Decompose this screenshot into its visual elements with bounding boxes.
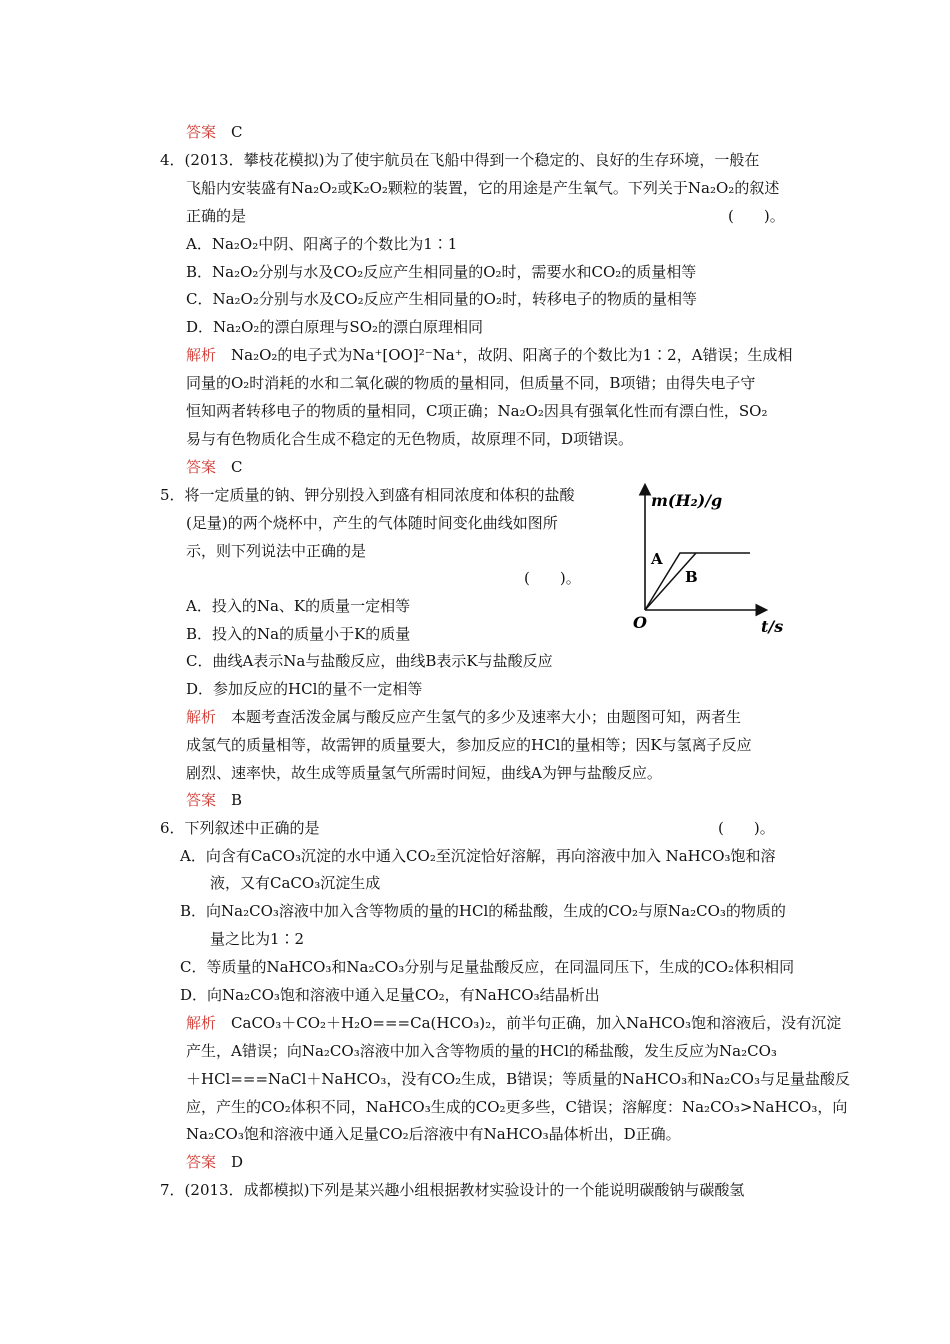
answer-label: 答案 (186, 1153, 217, 1171)
q5-option-b: B．投入的Na的质量小于K的质量 (186, 625, 411, 643)
q4-answer-value: C (231, 458, 243, 476)
q5-explanation-1 (186, 706, 741, 728)
q5-graph (625, 480, 795, 640)
q6-option-c: C．等质量的NaHCO₃和Na₂CO₃分别与足量盐酸反应，在同温同压下，生成的CO₂体积相同 (180, 958, 795, 976)
q6-explanation-1 (186, 1012, 841, 1034)
q6-option-d: D．向Na₂CO₃饱和溶液中通入足量CO₂，有NaHCO₃结晶析出 (180, 986, 600, 1004)
curve-b-label: B (685, 568, 698, 586)
q7-line-1 (160, 1179, 744, 1201)
answer-line (186, 121, 243, 143)
q4-answer-blank: ( )。 (728, 207, 785, 225)
q6-answer-value: D (231, 1153, 244, 1171)
q5-option-c: C．曲线A表示Na与盐酸反应，曲线B表示K与盐酸反应 (186, 652, 553, 670)
q5-answer-blank: ( )。 (524, 569, 581, 587)
q6-option-b-1: B．向Na₂CO₃溶液中加入含等物质的量的HCl的稀盐酸，生成的CO₂与原Na₂CO₃的物质的 (180, 902, 786, 920)
q5-line-2: (足量)的两个烧杯中，产生的气体随时间变化曲线如图所 (186, 514, 558, 532)
q5-explanation-2: 成氢气的质量相等，故需钾的质量要大，参加反应的HCl的量相等；因K与氢离子反应 (186, 736, 752, 754)
q4-stem-1: (2013．攀枝花模拟)为了使宇航员在飞船中得到一个稳定的、良好的生存环境，一般在 (184, 151, 760, 169)
q6-expl-text-1: CaCO₃＋CO₂＋H₂O===Ca(HCO₃)₂，前半句正确，加入NaHCO₃饱和溶液后，没有沉淀 (231, 1014, 842, 1032)
answer-label: 答案 (186, 458, 217, 476)
q6-explanation-3: ＋HCl===NaCl＋NaHCO₃，没有CO₂生成，B错误；等质量的NaHCO₃和Na₂CO₃与足量盐酸反 (186, 1070, 850, 1088)
q5-option-a: A．投入的Na、K的质量一定相等 (186, 597, 411, 615)
q5-line-3: 示，则下列说法中正确的是 (186, 542, 367, 560)
q6-option-a-1: A．向含有CaCO₃沉淀的水中通入CO₂至沉淀恰好溶解，再向溶液中加入 NaHCO₃饱和溶 (180, 847, 776, 865)
q4-option-b: B．Na₂O₂分别与水及CO₂反应产生相同量的O₂时，需要水和CO₂的质量相等 (186, 263, 697, 281)
q5-expl-text-1: 本题考查活泼金属与酸反应产生氢气的多少及速率大小；由题图可知，两者生 (231, 708, 742, 726)
q6-explanation-2: 产生，A错误；向Na₂CO₃溶液中加入含等物质的量的HCl的稀盐酸，发生反应为Na₂CO₃ (186, 1042, 777, 1060)
q5-answer-value: B (231, 791, 243, 809)
y-axis-label: m(H₂)/g (651, 491, 723, 510)
q6-stem-1: 下列叙述中正确的是 (184, 819, 320, 837)
q4-expl-text-1: Na₂O₂的电子式为Na⁺[OO]²⁻Na⁺，故阴、阳离子的个数比为1∶2，A错误；生成相 (231, 346, 793, 364)
q4-explanation-2: 同量的O₂时消耗的水和二氧化碳的物质的量相同，但质量不同，B项错；由得失电子守 (186, 374, 756, 392)
q4-line-1 (160, 149, 810, 171)
q6-option-b-2: 量之比为1∶2 (210, 930, 305, 948)
q4-option-c: C．Na₂O₂分别与水及CO₂反应产生相同量的O₂时，转移电子的物质的量相等 (186, 290, 697, 308)
q6-line-1 (160, 817, 320, 839)
q4-explanation-1 (186, 344, 793, 366)
curve-a-label: A (651, 550, 663, 568)
q4-option-a: A．Na₂O₂中阴、阳离子的个数比为1∶1 (186, 235, 458, 253)
q5-option-d: D．参加反应的HCl的量不一定相等 (186, 680, 423, 698)
q4-explanation-4: 易与有色物质化合生成不稳定的无色物质，故原理不同，D项错误。 (186, 430, 634, 448)
q5-stem-1: 将一定质量的钠、钾分别投入到盛有相同浓度和体积的盐酸 (184, 486, 575, 504)
q6-explanation-5: Na₂CO₃饱和溶液中通入足量CO₂后溶液中有NaHCO₃晶体析出，D正确。 (186, 1125, 681, 1143)
q6-option-a-2: 液，又有CaCO₃沉淀生成 (210, 874, 381, 892)
q4-option-d: D．Na₂O₂的漂白原理与SO₂的漂白原理相同 (186, 318, 484, 336)
q5-number: 5． (160, 486, 185, 504)
q6-answer-blank: ( )。 (718, 819, 775, 837)
q4-line-3: 正确的是 (186, 207, 247, 225)
q7-stem-1: (2013．成都模拟)下列是某兴趣小组根据教材实验设计的一个能说明碳酸钠与碳酸氢 (184, 1181, 745, 1199)
explanation-label: 解析 (186, 1014, 217, 1032)
answer-value: C (231, 123, 243, 141)
q7-number: 7． (160, 1181, 185, 1199)
answer-label: 答案 (186, 791, 217, 809)
explanation-label: 解析 (186, 346, 217, 364)
q6-explanation-4: 应，产生的CO₂体积不同，NaHCO₃生成的CO₂更多些，C错误；溶解度：Na₂CO₃>NaHCO₃，向 (186, 1098, 848, 1116)
q6-answer-line (186, 1151, 243, 1173)
q5-line-1 (160, 484, 575, 506)
q4-line-2: 飞船内安装盛有Na₂O₂或K₂O₂颗粒的装置，它的用途是产生氧气。下列关于Na₂O₂的叙述 (186, 179, 780, 197)
q5-explanation-3: 剧烈、速率快，故生成等质量氢气所需时间短，曲线A为钾与盐酸反应。 (186, 764, 662, 782)
q4-number: 4． (160, 151, 185, 169)
explanation-label: 解析 (186, 708, 217, 726)
origin-label: O (633, 613, 647, 632)
q4-explanation-3: 恒知两者转移电子的物质的量相同，C项正确；Na₂O₂因具有强氧化性而有漂白性，SO₂ (186, 402, 768, 420)
q6-number: 6． (160, 819, 185, 837)
q5-answer-line (186, 789, 242, 811)
answer-label: 答案 (186, 123, 217, 141)
q4-answer-line (186, 456, 243, 478)
x-axis-label: t/s (761, 617, 784, 636)
